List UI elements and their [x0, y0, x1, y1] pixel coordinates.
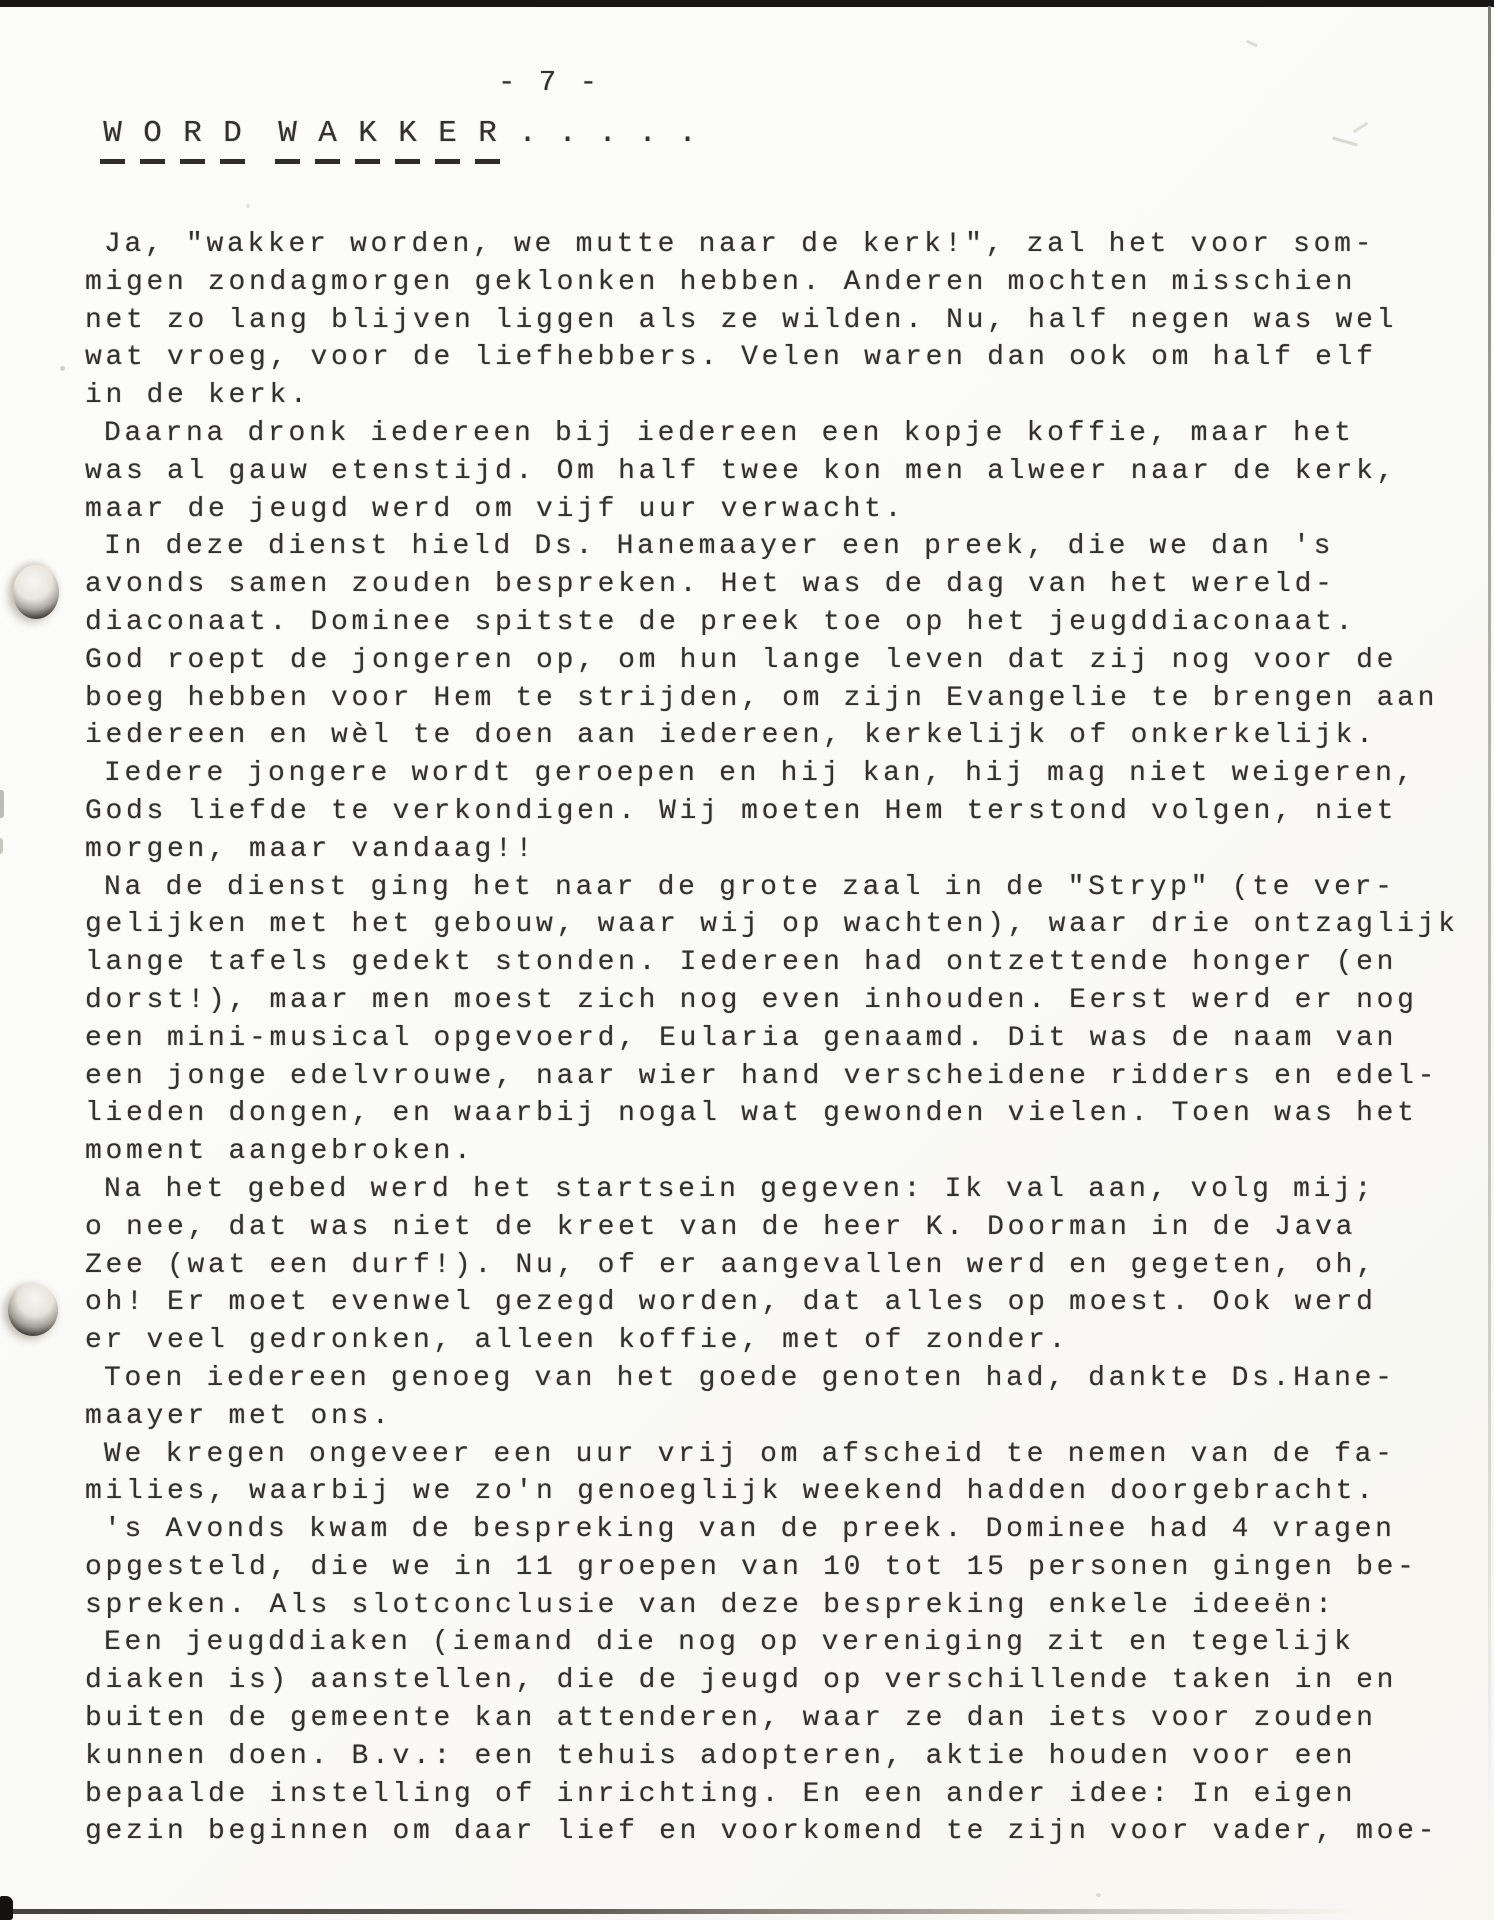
text-line: opgesteld, die we in 11 groepen van 10 tot 15 personen gingen be- — [85, 1551, 1418, 1583]
punch-hole-top — [13, 565, 59, 619]
pencil-mark — [1352, 122, 1368, 134]
paper-speck — [246, 204, 250, 208]
paragraph — [85, 869, 1459, 1171]
paper-edge-mark — [0, 790, 4, 818]
text-line: God roept de jongeren op, om hun lange leven dat zij nog voor de — [85, 644, 1398, 676]
paragraph — [85, 528, 1459, 755]
text-line: Toen iedereen genoeg van het goede genoten had, dankte Ds.Hane- — [104, 1362, 1396, 1394]
text-line: lange tafels gedekt stonden. Iedereen had ontzettende honger (en — [85, 947, 1398, 979]
scan-right-edge — [1488, 6, 1491, 1886]
text-line: avonds samen zouden bespreken. Het was de dag van het wereld- — [85, 569, 1336, 601]
text-line: In deze dienst hield Ds. Hanemaayer een preek, die we dan 's — [104, 531, 1335, 563]
paragraph — [85, 1436, 1459, 1512]
text-line: 's Avonds kwam de bespreking van de preek. Dominee had 4 vragen — [104, 1514, 1396, 1546]
text-line: Na het gebed werd het startsein gegeven: Ik val aan, volg mij; — [104, 1173, 1376, 1205]
heading-letter: D — [220, 116, 245, 164]
paragraph — [85, 755, 1459, 868]
text-line: buiten de gemeente kan attenderen, waar ze dan iets voor zouden — [85, 1703, 1377, 1735]
text-line: een mini-musical opgevoerd, Eularia genaamd. Dit was de naam van — [85, 1022, 1398, 1054]
paragraph — [85, 1511, 1459, 1624]
text-line: kunnen doen. B.v.: een tehuis adopteren, aktie houden voor een — [85, 1740, 1357, 1772]
paragraph — [85, 415, 1459, 528]
document-title — [100, 116, 715, 164]
text-line: maar de jeugd werd om vijf uur verwacht. — [85, 493, 906, 525]
text-line: net zo lang blijven liggen als ze wilden. Nu, half negen was wel — [85, 304, 1398, 336]
text-line: Daarna dronk iedereen bij iedereen een kopje koffie, maar het — [104, 417, 1355, 449]
text-line: o nee, dat was niet de kreet van de heer K. Doorman in de Java — [85, 1211, 1357, 1243]
text-line: iedereen en wèl te doen aan iedereen, kerkelijk of onkerkelijk. — [85, 720, 1377, 752]
text-line: Een jeugddiaken (iemand die nog op vereniging zit en tegelijk — [104, 1627, 1355, 1659]
paragraph — [85, 226, 1459, 415]
text-line: moment aangebroken. — [85, 1136, 475, 1168]
heading-letter: W — [100, 116, 125, 164]
text-line: dorst!), maar men moest zich nog even inhouden. Eerst werd er nog — [85, 984, 1418, 1016]
paper-speck — [60, 366, 65, 371]
text-line: milies, waarbij we zo'n genoeglijk weekend hadden doorgebracht. — [85, 1476, 1377, 1508]
text-line: Zee (wat een durf!). Nu, of er aangevallen werd en gegeten, oh, — [85, 1249, 1377, 1281]
paper-edge-mark — [0, 838, 3, 854]
punch-hole-bottom — [8, 1284, 58, 1336]
document-body — [85, 226, 1459, 1851]
text-line: We kregen ongeveer een uur vrij om afscheid te nemen van de fa- — [104, 1438, 1396, 1470]
heading-dot: . — [678, 116, 697, 151]
heading-letter: A — [315, 116, 340, 164]
heading-letter: R — [475, 116, 500, 164]
text-line: diaconaat. Dominee spitste de preek toe op het jeugddiaconaat. — [85, 606, 1357, 638]
text-line: Gods liefde te verkondigen. Wij moeten Hem terstond volgen, niet — [85, 795, 1398, 827]
paragraph — [85, 1171, 1459, 1360]
text-line: wat vroeg, voor de liefhebbers. Velen waren dan ook om half elf — [85, 342, 1377, 374]
text-line: gezin beginnen om daar lief en voorkomend te zijn voor vader, moe- — [85, 1816, 1439, 1848]
heading-letter: K — [395, 116, 420, 164]
page-number: - 7 - — [498, 66, 601, 99]
text-line: morgen, maar vandaag!! — [85, 833, 537, 865]
text-line: gelijken met het gebouw, waar wij op wachten), waar drie ontzaglijk — [85, 909, 1459, 941]
text-line: Ja, "wakker worden, we mutte naar de kerk!", zal het voor som- — [104, 229, 1376, 260]
paper-speck — [548, 1376, 552, 1380]
text-line: lieden dongen, en waarbij nogal wat gewonden vielen. Toen was het — [85, 1098, 1418, 1130]
heading-letter: E — [435, 116, 460, 164]
pencil-mark — [1246, 40, 1258, 48]
text-line: Iedere jongere wordt geroepen en hij kan, hij mag niet weigeren, — [104, 758, 1417, 790]
text-line: in de kerk. — [85, 380, 311, 412]
heading-dot: . — [638, 116, 657, 151]
text-line: bepaalde instelling of inrichting. En een ander idee: In eigen — [85, 1778, 1357, 1810]
heading-dot: . — [518, 116, 537, 151]
text-line: was al gauw etenstijd. Om half twee kon men alweer naar de kerk, — [85, 455, 1398, 487]
text-line: er veel gedronken, alleen koffie, met of zonder. — [85, 1325, 1070, 1357]
pencil-mark — [1332, 136, 1358, 146]
heading-letter: K — [355, 116, 380, 164]
heading-dot: . — [558, 116, 577, 151]
text-line: diaken is) aanstellen, die de jeugd op verschillende taken in en — [85, 1665, 1398, 1697]
paragraph — [85, 1624, 1459, 1851]
heading-letter: R — [180, 116, 205, 164]
heading-letter: O — [140, 116, 165, 164]
text-line: spreken. Als slotconclusie van deze bespreking enkele ideeën: — [85, 1589, 1336, 1621]
text-line: boeg hebben voor Hem te strijden, om zijn Evangelie te brengen aan — [85, 682, 1439, 714]
text-line: oh! Er moet evenwel gezegd worden, dat alles op moest. Ook werd — [85, 1287, 1377, 1319]
paper-speck — [1096, 1893, 1101, 1897]
heading-dot: . — [598, 116, 617, 151]
heading-letter: W — [275, 116, 300, 164]
text-line: Na de dienst ging het naar de grote zaal in de "Stryp" (te ver- — [104, 871, 1396, 903]
text-line: een jonge edelvrouwe, naar wier hand verscheidene ridders en edel- — [85, 1060, 1439, 1092]
scan-corner-mark — [0, 1896, 13, 1920]
text-line: migen zondagmorgen geklonken hebben. Anderen mochten misschien — [85, 266, 1357, 298]
text-line: maayer met ons. — [85, 1400, 393, 1432]
paragraph — [85, 1360, 1459, 1436]
scan-top-edge — [0, 0, 1494, 7]
scan-bottom-edge — [0, 1909, 1455, 1914]
